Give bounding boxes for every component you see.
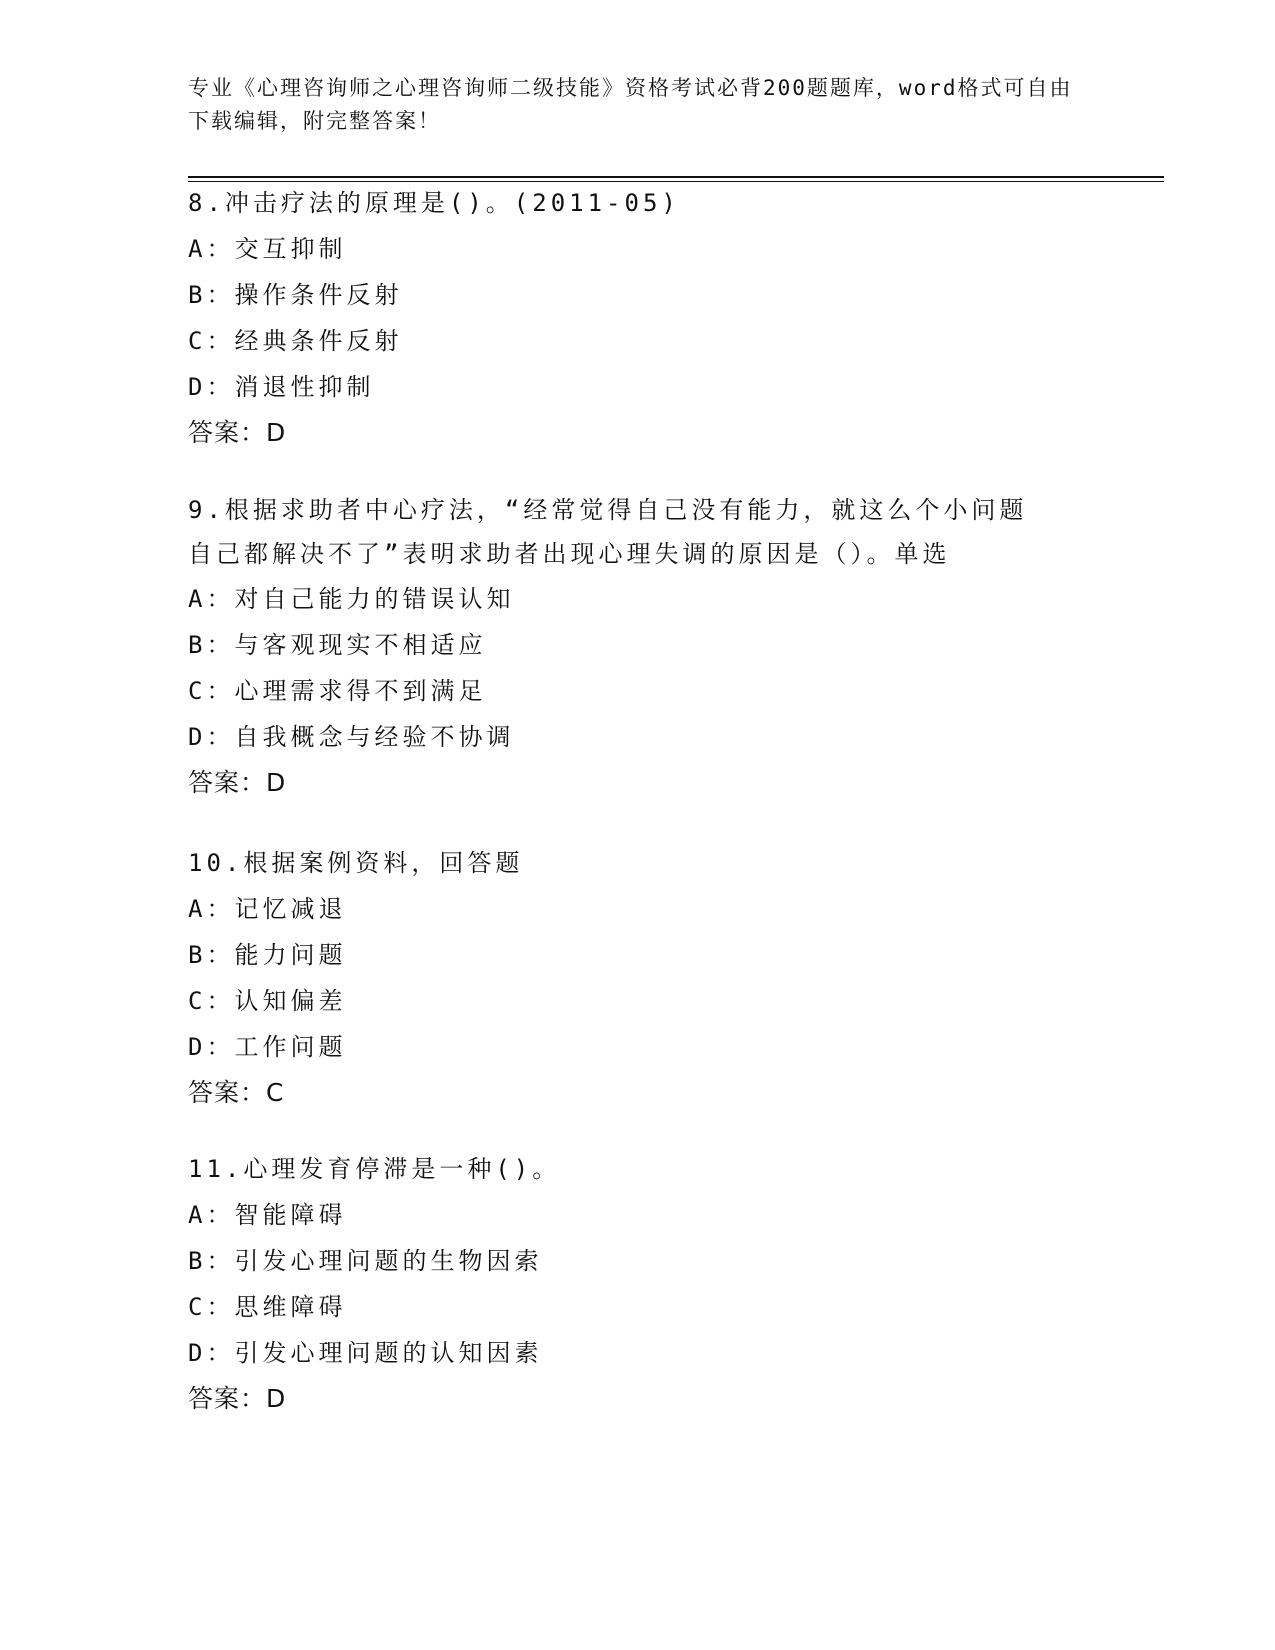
option-c: C：思维障碍 <box>188 1293 347 1321</box>
option-b: B：与客观现实不相适应 <box>188 631 487 659</box>
question-stem: 10.根据案例资料，回答题 <box>188 849 524 877</box>
question-stem: 11.心理发育停滞是一种()。 <box>188 1155 561 1183</box>
option-a: A：交互抑制 <box>188 235 347 263</box>
option-c: C：心理需求得不到满足 <box>188 677 487 705</box>
document-header: 专业《心理咨询师之心理咨询师二级技能》资格考试必背200题题库，word格式可自由下载编辑，附完整答案！ <box>188 76 1073 133</box>
option-a: A：对自己能力的错误认知 <box>188 585 515 613</box>
option-b: B：能力问题 <box>188 941 347 969</box>
question-block-8 <box>188 180 1088 456</box>
question-block-11 <box>188 1146 1088 1422</box>
question-stem: 9.根据求助者中心疗法，“经常觉得自己没有能力，就这么个小问题自己都解决不了”表明求助者出现心理失调的原因是（）。单选 <box>188 496 1028 568</box>
question-block-9 <box>188 488 1088 806</box>
option-a: A：智能障碍 <box>188 1201 347 1229</box>
question-block-10 <box>188 840 1088 1116</box>
answer-text: 答案：D <box>188 1384 287 1413</box>
option-c: C：经典条件反射 <box>188 327 403 355</box>
option-c: C：认知偏差 <box>188 987 347 1015</box>
option-d: D：工作问题 <box>188 1033 347 1061</box>
option-d: D：引发心理问题的认知因素 <box>188 1339 543 1367</box>
option-b: B：操作条件反射 <box>188 281 403 309</box>
header-rule-thick <box>188 176 1164 178</box>
answer-text: 答案：D <box>188 768 287 797</box>
option-d: D：消退性抑制 <box>188 373 375 401</box>
option-d: D：自我概念与经验不协调 <box>188 723 515 751</box>
option-b: B：引发心理问题的生物因索 <box>188 1247 543 1275</box>
answer-text: 答案：D <box>188 418 287 447</box>
option-a: A：记忆减退 <box>188 895 347 923</box>
question-stem: 8.冲击疗法的原理是()。(2011-05) <box>188 189 680 217</box>
answer-text: 答案：C <box>188 1078 285 1107</box>
